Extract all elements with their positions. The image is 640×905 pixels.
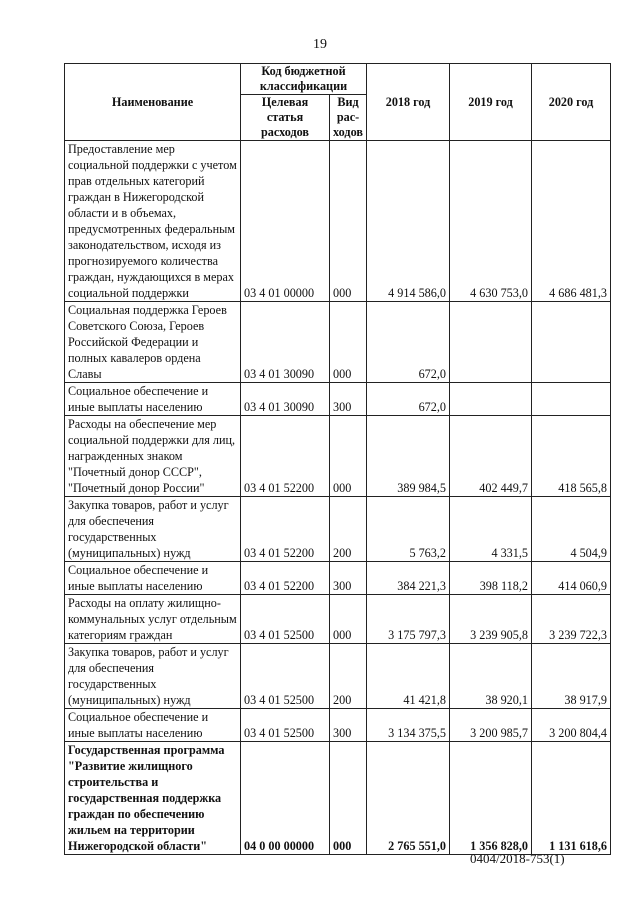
row-target-article: 03 4 01 52200 xyxy=(241,562,330,595)
table-row xyxy=(65,644,611,709)
row-value-2019: 398 118,2 xyxy=(450,562,532,595)
table-row xyxy=(65,497,611,562)
table-header xyxy=(65,64,611,141)
document-code: 0404/2018-753(1) xyxy=(470,851,565,866)
row-expense-type: 300 xyxy=(330,383,367,416)
row-value-2018: 5 763,2 xyxy=(367,497,450,562)
row-target-article: 04 0 00 00000 xyxy=(241,742,330,855)
row-value-2019: 38 920,1 xyxy=(450,644,532,709)
row-value-2020: 3 200 804,4 xyxy=(532,709,611,742)
table-row xyxy=(65,416,611,497)
row-value-2020 xyxy=(532,383,611,416)
header-code-group: Код бюджетной классификации xyxy=(241,64,367,95)
row-value-2018: 3 134 375,5 xyxy=(367,709,450,742)
row-target-article: 03 4 01 52500 xyxy=(241,644,330,709)
header-year-2019: 2019 год xyxy=(450,64,532,141)
budget-table xyxy=(64,63,611,855)
row-value-2020: 4 504,9 xyxy=(532,497,611,562)
row-expense-type: 000 xyxy=(330,742,367,855)
row-value-2019: 4 331,5 xyxy=(450,497,532,562)
table-row xyxy=(65,595,611,644)
row-value-2018: 4 914 586,0 xyxy=(367,141,450,302)
row-value-2018: 672,0 xyxy=(367,302,450,383)
row-value-2019: 3 239 905,8 xyxy=(450,595,532,644)
row-value-2020: 4 686 481,3 xyxy=(532,141,611,302)
row-value-2020: 414 060,9 xyxy=(532,562,611,595)
row-value-2020: 38 917,9 xyxy=(532,644,611,709)
header-name: Наименование xyxy=(65,64,241,141)
row-expense-type: 000 xyxy=(330,416,367,497)
row-name: Государственная программа "Развитие жилищного строительства и государственная поддержка граждан по обеспечению жильем на территории Нижегородской области" xyxy=(65,742,241,855)
row-value-2020: 1 131 618,6 xyxy=(532,742,611,855)
table-row xyxy=(65,709,611,742)
row-expense-type: 300 xyxy=(330,709,367,742)
row-target-article: 03 4 01 52500 xyxy=(241,595,330,644)
row-expense-type: 000 xyxy=(330,302,367,383)
row-name: Предоставление мер социальной поддержки с учетом прав отдельных категорий граждан в Нижегородской области и в объемах, предусмотренных федеральным законодательством, исходя из прогнозируемого количества граждан, нуждающихся в мерах социальной поддержки xyxy=(65,141,241,302)
header-year-2018: 2018 год xyxy=(367,64,450,141)
table-row xyxy=(65,141,611,302)
row-expense-type: 300 xyxy=(330,562,367,595)
row-name: Закупка товаров, работ и услуг для обеспечения государственных (муниципальных) нужд xyxy=(65,497,241,562)
row-expense-type: 200 xyxy=(330,644,367,709)
row-target-article: 03 4 01 52500 xyxy=(241,709,330,742)
table-row xyxy=(65,302,611,383)
row-name: Закупка товаров, работ и услуг для обеспечения государственных (муниципальных) нужд xyxy=(65,644,241,709)
row-value-2019: 4 630 753,0 xyxy=(450,141,532,302)
page-number: 19 xyxy=(313,37,327,52)
row-value-2018: 41 421,8 xyxy=(367,644,450,709)
row-value-2019: 1 356 828,0 xyxy=(450,742,532,855)
row-value-2020: 3 239 722,3 xyxy=(532,595,611,644)
row-value-2019 xyxy=(450,383,532,416)
row-target-article: 03 4 01 52200 xyxy=(241,497,330,562)
row-value-2020: 418 565,8 xyxy=(532,416,611,497)
row-target-article: 03 4 01 30090 xyxy=(241,302,330,383)
row-target-article: 03 4 01 52200 xyxy=(241,416,330,497)
row-name: Социальное обеспечение и иные выплаты населению xyxy=(65,709,241,742)
row-value-2018: 672,0 xyxy=(367,383,450,416)
row-value-2018: 2 765 551,0 xyxy=(367,742,450,855)
table-body xyxy=(65,141,611,855)
table-row xyxy=(65,383,611,416)
row-name: Социальное обеспечение и иные выплаты населению xyxy=(65,383,241,416)
row-expense-type: 000 xyxy=(330,141,367,302)
row-name: Социальная поддержка Героев Советского Союза, Героев Российской Федерации и полных кавалеров ордена Славы xyxy=(65,302,241,383)
row-value-2018: 384 221,3 xyxy=(367,562,450,595)
row-name: Расходы на обеспечение мер социальной поддержки для лиц, награжденных знаком "Почетный донор СССР", "Почетный донор России" xyxy=(65,416,241,497)
row-value-2019 xyxy=(450,302,532,383)
row-expense-type: 000 xyxy=(330,595,367,644)
header-year-2020: 2020 год xyxy=(532,64,611,141)
row-name: Расходы на оплату жилищно-коммунальных услуг отдельным категориям граждан xyxy=(65,595,241,644)
row-value-2018: 3 175 797,3 xyxy=(367,595,450,644)
table-row xyxy=(65,742,611,855)
table-row xyxy=(65,562,611,595)
row-value-2019: 3 200 985,7 xyxy=(450,709,532,742)
row-name: Социальное обеспечение и иные выплаты населению xyxy=(65,562,241,595)
row-expense-type: 200 xyxy=(330,497,367,562)
header-target-article: Целевая статья расходов xyxy=(241,95,330,141)
row-target-article: 03 4 01 30090 xyxy=(241,383,330,416)
row-value-2020 xyxy=(532,302,611,383)
header-expense-type: Вид рас-ходов xyxy=(330,95,367,141)
row-value-2018: 389 984,5 xyxy=(367,416,450,497)
row-target-article: 03 4 01 00000 xyxy=(241,141,330,302)
row-value-2019: 402 449,7 xyxy=(450,416,532,497)
